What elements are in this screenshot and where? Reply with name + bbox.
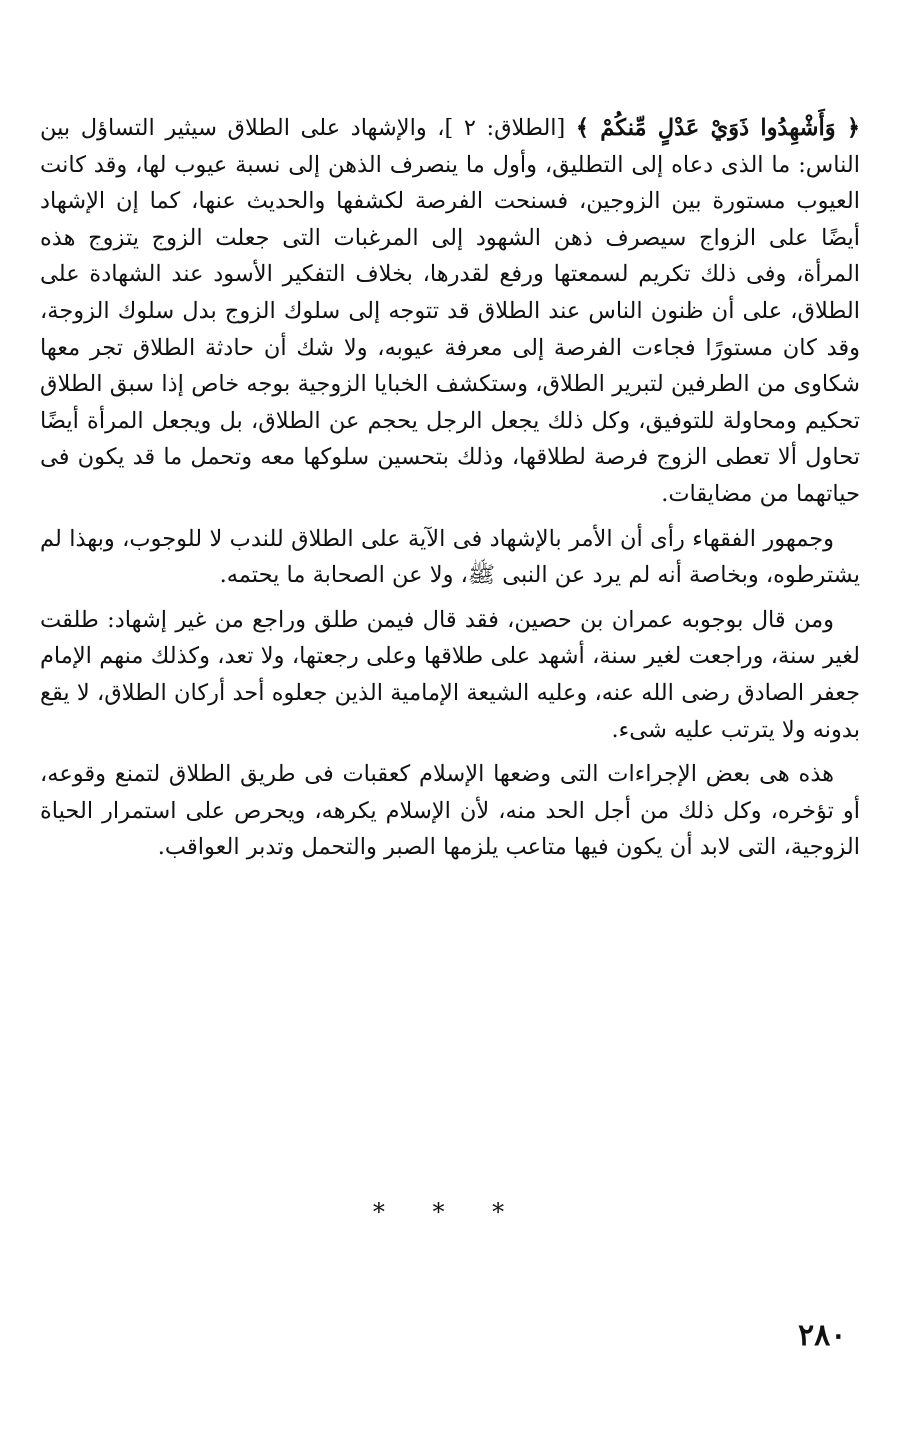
verse-reference: [الطلاق: ٢ ] bbox=[444, 115, 566, 141]
quran-verse: ﴿ وَأَشْهِدُوا ذَوَيْ عَدْلٍ مِّنكُمْ ﴾ bbox=[575, 115, 860, 141]
page-number: ٢٨٠ bbox=[798, 1318, 847, 1353]
paragraph-2: وجمهور الفقهاء رأى أن الأمر بالإشهاد فى الآية على الطلاق للندب لا للوجوب، وبهذا لم يشترطوه، وبخاصة أنه لم يرد عن النبى ﷺ، ولا عن الصحابة ما يحتمه. bbox=[40, 525, 860, 589]
page-body bbox=[40, 110, 860, 866]
paragraph-3: ومن قال بوجوبه عمران بن حصين، فقد قال فيمن طلق وراجع من غير إشهاد: طلقت لغير سنة، وراجعت لغير سنة، أشهد على طلاقها وعلى رجعتها، ولا تعد، وكذلك منهم الإمام جعفر الصادق رضى الله عنه، وعليه الشيعة الإمامية الذين جعلوه أحد أركان الطلاق، لا يقع بدونه ولا يترتب عليه شىء. bbox=[40, 606, 860, 743]
paragraph-1-text: ، والإشهاد على الطلاق سيثير التساؤل بين الناس: ما الذى دعاه إلى التطليق، وأول ما ينصرف الذهن إلى نسبة عيوب لها، وقد كانت العيوب مستورة بين الزوجين، فسنحت الفرصة لكشفها والحديث عنها، كما إن الإشهاد أيضًا على الزواج سيصرف ذهن الشهود إلى المرغبات التى جعلت الزوج يتزوج هذه المرأة، وفى ذلك تكريم لسمعتها ورفع لقدرها، بخلاف التفكير الأسود عند الشهادة على الطلاق، على أن ظنون الناس عند الطلاق قد تتوجه إلى سلوك الزوج بدل سلوك الزوجة، وقد كان مستورًا فجاءت الفرصة إلى معرفة عيوبه، ولا شك أن حادثة الطلاق تجر معها شكاوى من الطرفين لتبرير الطلاق، وستكشف الخبايا الزوجية بوجه خاص إذا سبق الطلاق تحكيم ومحاولة للتوفيق، وكل ذلك يجعل الرجل يحجم عن الطلاق، بل ويجعل المرأة أيضًا تحاول ألا تعطى الزوج فرصة لطلاقها، وذلك بتحسين سلوكها معه وتحمل ما قد يكون فى حياتهما من مضايقات. bbox=[40, 115, 860, 507]
paragraph-1 bbox=[40, 110, 860, 513]
paragraph-4: هذه هى بعض الإجراءات التى وضعها الإسلام كعقبات فى طريق الطلاق لتمنع وقوعه، أو تؤخره، وكل ذلك من أجل الحد منه، لأن الإسلام يكرهه، ويحرص على استمرار الحياة الزوجية، التى لابد أن يكون فيها متاعب يلزمها الصبر والتحمل وتدبر العواقب. bbox=[40, 761, 860, 861]
section-separator: * * * bbox=[372, 1198, 525, 1226]
